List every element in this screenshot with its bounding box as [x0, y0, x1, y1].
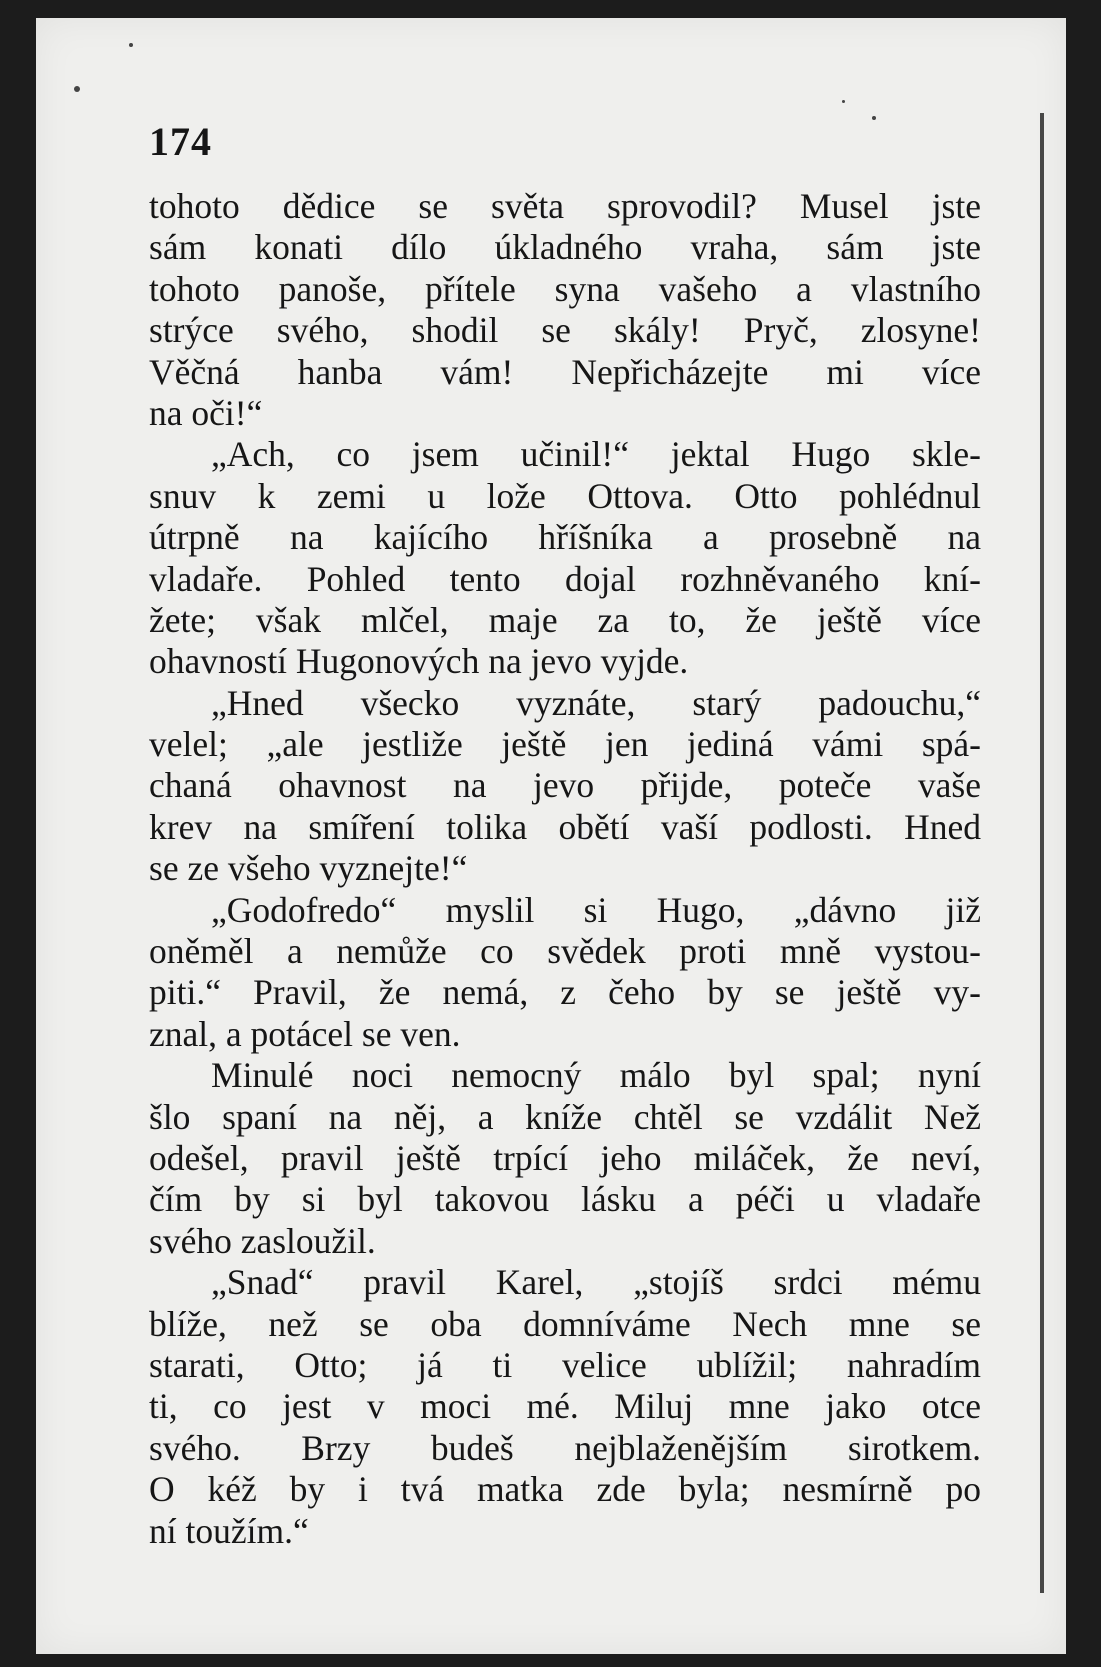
print-speck: [129, 43, 133, 47]
text-line: na oči!“: [149, 392, 263, 433]
text-line: „Hned všecko vyznáte, starý padouchu,“: [211, 682, 981, 723]
text-line: tohoto dědice se světa sprovodil? Musel jste: [149, 186, 981, 226]
text-line: se ze všeho vyznejte!“: [149, 848, 468, 889]
text-line: odešel, pravil ještě trpící jeho miláček, že neví,: [149, 1137, 981, 1178]
text-line: ohavností Hugonových na jevo vyjde.: [149, 641, 689, 682]
text-line: „Ach, co jsem učinil!“ jektal Hugo skle-: [211, 434, 981, 475]
text-line: oněměl a nemůže co svědek proti mně vystou-: [149, 931, 981, 972]
text-line: útrpně na kajícího hříšníka a prosebně na: [149, 517, 981, 558]
text-line: svého zasloužil.: [149, 1220, 376, 1261]
text-line: Minulé noci nemocný málo byl spal; nyní: [211, 1055, 981, 1096]
text-line: chaná ohavnost na jevo přijde, poteče vaše: [149, 765, 981, 806]
text-line: „Godofredo“ myslil si Hugo, „dávno již: [211, 889, 981, 930]
page-number: 174: [149, 119, 212, 164]
text-line: velel; „ale jestliže ještě jen jediná vámi spá-: [149, 724, 981, 765]
text-line: vladaře. Pohled tento dojal rozhněvaného kní-: [149, 558, 981, 599]
text-line: ti, co jest v moci mé. Miluj mne jako otce: [149, 1386, 981, 1427]
print-speck: [872, 116, 876, 120]
book-page: [36, 18, 1066, 1654]
text-line: krev na smíření tolika obětí vaší podlosti. Hned: [149, 806, 981, 847]
text-line: piti.“ Pravil, že nemá, z čeho by se ještě vy-: [149, 972, 981, 1013]
text-line: starati, Otto; já ti velice ublížil; nahradím: [149, 1344, 981, 1385]
text-line: O kéž by i tvá matka zde byla; nesmírně po: [149, 1469, 981, 1510]
text-line: „Snad“ pravil Karel, „stojíš srdci mému: [211, 1262, 981, 1303]
binding-edge: [1040, 113, 1044, 1593]
text-line: svého. Brzy budeš nejblaženějším sirotkem.: [149, 1427, 981, 1468]
text-line: snuv k zemi u lože Ottova. Otto pohlédnul: [149, 475, 981, 516]
text-line: blíže, než se oba domníváme Nech mne se: [149, 1303, 981, 1344]
text-line: strýce svého, shodil se skály! Pryč, zlosyne!: [149, 310, 981, 351]
text-line: šlo spaní na něj, a kníže chtěl se vzdálit Než: [149, 1096, 981, 1137]
text-line: žete; však mlčel, maje za to, že ještě více: [149, 599, 981, 640]
print-speck: [74, 86, 80, 92]
text-line: znal, a potácel se ven.: [149, 1013, 461, 1054]
print-speck: [842, 100, 845, 103]
text-line: sám konati dílo úkladného vraha, sám jste: [149, 227, 981, 268]
body-text: [149, 186, 981, 1552]
text-line: čím by si byl takovou lásku a péči u vladaře: [149, 1179, 981, 1220]
text-line: Věčná hanba vám! Nepřicházejte mi více: [149, 351, 981, 392]
text-line: ní toužím.“: [149, 1510, 309, 1551]
text-line: tohoto panoše, přítele syna vašeho a vlastního: [149, 268, 981, 309]
